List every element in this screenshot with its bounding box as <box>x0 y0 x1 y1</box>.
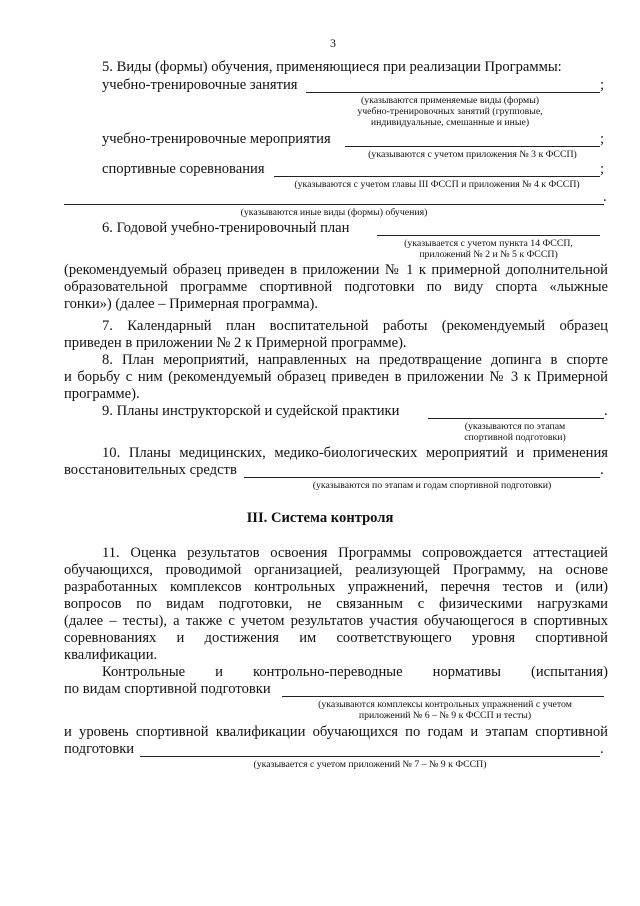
p7-line-2: приведен в приложении № 2 к Примерной программе). <box>64 335 407 351</box>
p6-line-2: образовательной программе спортивной подготовки по виду спорта «лыжные <box>64 279 608 295</box>
p5-row3-end: ; <box>600 161 605 177</box>
section-title: III. Система контроля <box>246 510 394 526</box>
p9-end: . <box>604 403 608 419</box>
p5-row2-blank <box>345 146 600 147</box>
p11-blank-9 <box>282 696 604 697</box>
p10-line-1: 10. Планы медицинских, медико-биологических мероприятий и применения <box>102 445 608 461</box>
p5-row1-note-2: учебно-тренировочных занятий (групповые, <box>357 106 543 117</box>
p10-label: восстановительных средств <box>64 462 237 478</box>
p5-heading: 5. Виды (формы) обучения, применяющиеся при реализации Программы: <box>102 59 562 75</box>
p8-line-1: 8. План мероприятий, направленных на предотвращение допинга в спорте <box>102 352 608 368</box>
p8-line-3: программе). <box>64 386 140 402</box>
p5-row1-blank <box>306 92 600 93</box>
p9-note-1: (указываются по этапам <box>464 421 566 432</box>
p6-blank <box>377 235 600 236</box>
p7-line-1: 7. Календарный план воспитательной работы (рекомендуемый образец <box>102 318 608 334</box>
p5-row2-end: ; <box>600 131 605 147</box>
p5-row1-end: ; <box>600 77 605 93</box>
p10-note: (указываются по этапам и годам спортивной подготовки) <box>312 480 552 491</box>
p11-line-5: (далее – тесты), а также с учетом результатов участия обучающегося в спортивных <box>64 613 608 629</box>
p5-row3-note: (указываются с учетом главы III ФССП и приложения № 4 к ФССП) <box>294 179 580 190</box>
p11-line-10: и уровень спортивной квалификации обучающихся по годам и этапам спортивной <box>64 724 608 740</box>
p5-row4-note: (указываются иные виды (формы) обучения) <box>240 207 428 218</box>
p11-line-7: квалификации. <box>64 647 158 663</box>
p11-note9-2: приложений № 6 – № 9 к ФССП и тесты) <box>358 710 532 721</box>
p6-note-2: приложений № 2 и № 5 к ФССП) <box>419 249 558 260</box>
p11-line-8: Контрольные и контрольно-переводные нормативы (испытания) <box>102 664 608 680</box>
p5-row1-label: учебно-тренировочные занятия <box>102 77 298 93</box>
p11-line-4: вопросов по видам подготовки, не связанным с физическими нагрузками <box>64 596 608 612</box>
p5-row4-blank <box>64 204 604 205</box>
p11-line-1: 11. Оценка результатов освоения Программы сопровождается аттестацией <box>102 545 608 561</box>
p11-label-9: по видам спортивной подготовки <box>64 681 271 697</box>
p6-note-1: (указывается с учетом пункта 14 ФССП, <box>404 238 573 249</box>
p5-row4-end: . <box>603 189 607 205</box>
p11-line-2: обучающихся, проводимой организацией, реализующей Программу, на основе <box>64 562 608 578</box>
p10-blank <box>244 477 600 478</box>
p9-note-2: спортивной подготовки) <box>464 432 566 443</box>
p5-row2-note: (указываются с учетом приложения № 3 к ФССП) <box>368 149 577 160</box>
p5-row1-note-3: индивидуальные, смешанные и иные) <box>370 117 530 128</box>
page-number: 3 <box>330 36 336 50</box>
p9-blank <box>428 418 604 419</box>
p5-row3-label: спортивные соревнования <box>102 161 265 177</box>
p9-label: 9. Планы инструкторской и судейской практики <box>102 403 400 419</box>
p6-label: 6. Годовой учебно-тренировочный план <box>102 220 350 236</box>
p11-note9-1: (указываются комплексы контрольных упражнений с учетом <box>318 699 572 710</box>
p11-blank-11 <box>140 756 600 757</box>
p8-line-2: и борьбу с ним (рекомендуемый образец приведен в приложении № 3 к Примерной <box>64 369 608 385</box>
p11-label-11: подготовки <box>64 741 135 757</box>
p5-row1-note-1: (указываются применяемые виды (формы) <box>360 95 540 106</box>
p5-row2-label: учебно-тренировочные мероприятия <box>102 131 331 147</box>
p11-note-11: (указывается с учетом приложений № 7 – № 9 к ФССП) <box>253 759 487 770</box>
p6-line-1: (рекомендуемый образец приведен в приложении № 1 к примерной дополнительной <box>64 262 608 278</box>
p11-end-11: . <box>600 741 604 757</box>
p11-line-3: разработанных комплексов контрольных упражнений, перечня тестов и (или) <box>64 579 608 595</box>
p10-end: . <box>600 462 604 478</box>
p5-row3-blank <box>274 176 600 177</box>
p11-line-6: соревнованиях и достижения им соответствующего уровня спортивной <box>64 630 608 646</box>
p6-line-3: гонки») (далее – Примерная программа). <box>64 296 318 312</box>
